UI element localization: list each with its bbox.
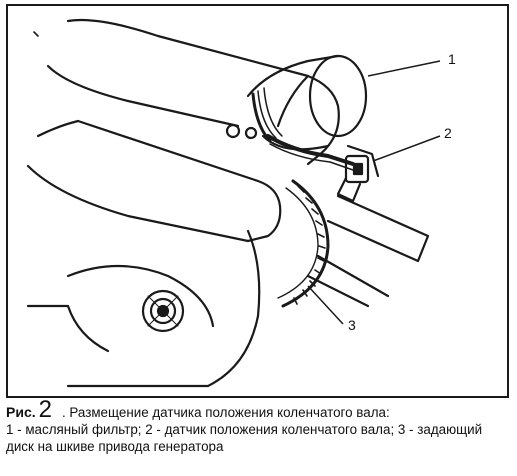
figure-label: Рис. <box>6 404 36 420</box>
engine-diagram <box>8 6 507 396</box>
callout-1-leader <box>368 61 440 76</box>
callout-1-number: 1 <box>448 51 456 67</box>
oil-filter <box>248 56 366 149</box>
timing-disc <box>278 181 328 306</box>
callouts <box>308 51 456 333</box>
callout-2-number: 2 <box>444 125 452 141</box>
crankshaft-position-sensor <box>338 146 378 201</box>
figure-caption <box>6 396 512 455</box>
pulley-bolt <box>143 291 183 331</box>
caption-legend-line-1: 1 - масляный фильтр; 2 - датчик положения коленчатого вала; 3 - задающий <box>6 422 483 437</box>
figure-number: 2 <box>38 396 52 423</box>
callout-3-number: 3 <box>348 317 356 333</box>
figure-frame <box>6 4 509 398</box>
caption-title-line <box>6 396 512 423</box>
caption-legend-line-2: диск на шкиве привода генератора <box>6 439 224 454</box>
upper-pipe <box>68 20 339 164</box>
bracket <box>328 196 428 261</box>
callout-2-leader <box>373 136 440 161</box>
upper-pipe-lower-edge <box>48 66 238 126</box>
figure-title: . Размещение датчика положения коленчатого вала: <box>61 405 390 420</box>
